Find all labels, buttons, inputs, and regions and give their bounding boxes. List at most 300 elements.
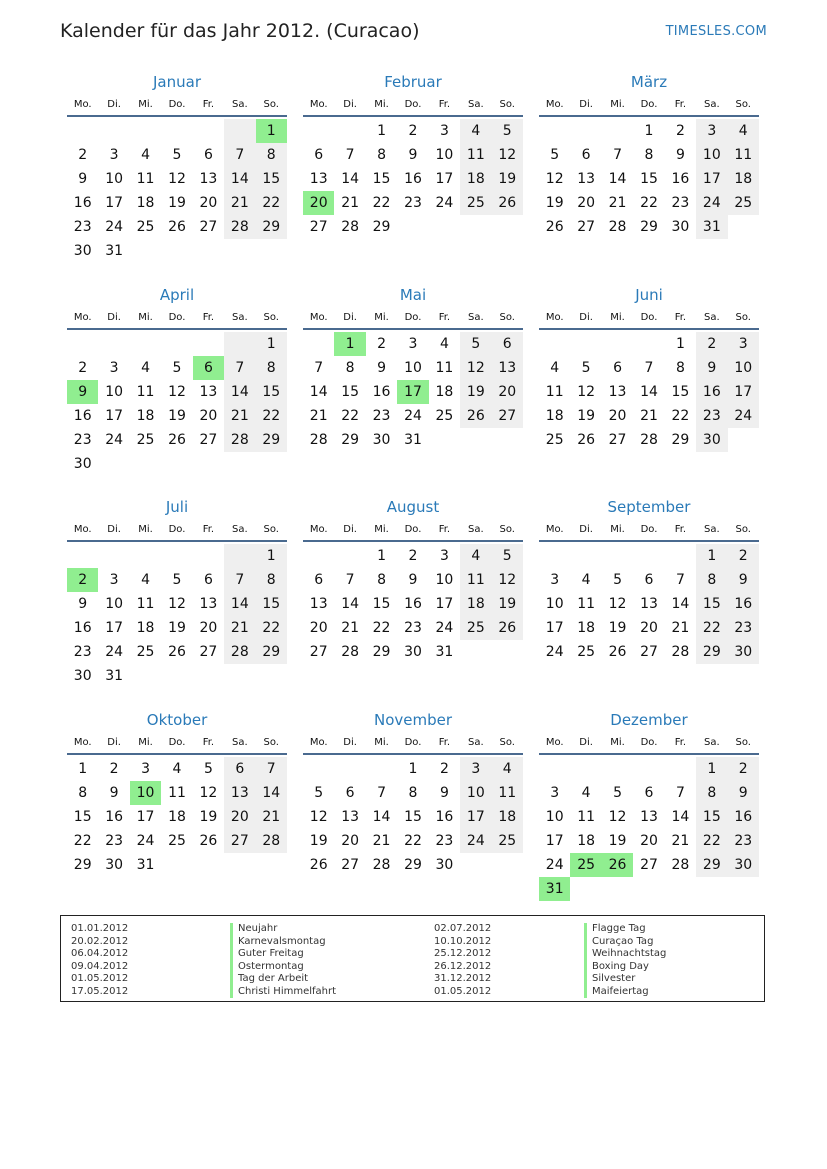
day-cell: 9 bbox=[109, 785, 119, 801]
week-row bbox=[539, 428, 759, 452]
day-cell: 21 bbox=[341, 195, 360, 211]
day-cell: 23 bbox=[105, 833, 124, 849]
day-cell: 7 bbox=[314, 360, 324, 376]
empty-day-cell bbox=[98, 544, 129, 568]
holiday-name: Christi Himmelfahrt bbox=[230, 986, 336, 999]
weekday-label: Mo. bbox=[545, 524, 564, 535]
day-cell: 24 bbox=[545, 857, 564, 873]
weekday-label: Di. bbox=[579, 524, 593, 535]
week-row bbox=[303, 781, 523, 805]
weekday-label: Fr. bbox=[674, 524, 687, 535]
day-cell: 19 bbox=[608, 620, 627, 636]
day-cell: 4 bbox=[492, 757, 523, 781]
week-row bbox=[539, 616, 759, 640]
weekday-label: Di. bbox=[343, 312, 357, 323]
empty-day-cell bbox=[492, 428, 523, 452]
weekday-label: Mi. bbox=[610, 312, 625, 323]
page-title: Kalender für das Jahr 2012. (Curacao) bbox=[60, 20, 420, 42]
day-cell: 30 bbox=[671, 219, 690, 235]
weekday-label: Di. bbox=[107, 524, 121, 535]
day-cell: 25 bbox=[570, 853, 601, 877]
empty-day-cell bbox=[224, 664, 255, 688]
empty-day-cell bbox=[161, 239, 192, 263]
month-name: Mai bbox=[399, 286, 427, 304]
day-cell: 18 bbox=[435, 384, 454, 400]
day-cell: 25 bbox=[136, 219, 155, 235]
empty-day-cell bbox=[256, 853, 287, 877]
empty-day-cell bbox=[492, 853, 523, 877]
day-cell: 8 bbox=[256, 143, 287, 167]
weekday-label: Do. bbox=[168, 99, 186, 110]
day-cell: 1 bbox=[675, 336, 685, 352]
day-cell: 28 bbox=[608, 219, 627, 235]
week-row bbox=[303, 356, 523, 380]
day-cell: 9 bbox=[728, 781, 759, 805]
weekday-label: Mo. bbox=[545, 312, 564, 323]
day-cell: 3 bbox=[141, 761, 151, 777]
day-cell: 19 bbox=[492, 167, 523, 191]
week-row bbox=[67, 592, 287, 616]
day-cell: 5 bbox=[314, 785, 324, 801]
day-cell: 18 bbox=[577, 620, 596, 636]
month-3 bbox=[539, 73, 759, 239]
weekday-label: Mo. bbox=[309, 737, 328, 748]
day-cell: 7 bbox=[224, 143, 255, 167]
holiday-names-col-1 bbox=[230, 923, 336, 998]
day-cell: 19 bbox=[460, 380, 491, 404]
day-cell: 14 bbox=[671, 809, 690, 825]
weekday-label: Sa. bbox=[467, 312, 484, 323]
month-10 bbox=[67, 711, 287, 877]
weekday-header bbox=[539, 97, 759, 117]
day-cell: 6 bbox=[224, 757, 255, 781]
day-cell: 6 bbox=[314, 147, 324, 163]
empty-day-cell bbox=[193, 239, 224, 263]
month-name: Juli bbox=[165, 498, 189, 516]
day-cell: 7 bbox=[345, 572, 355, 588]
empty-day-cell bbox=[665, 757, 696, 781]
day-cell: 20 bbox=[199, 620, 218, 636]
day-cell: 4 bbox=[728, 119, 759, 143]
day-cell: 13 bbox=[608, 384, 627, 400]
day-cell: 4 bbox=[141, 572, 151, 588]
empty-day-cell bbox=[429, 215, 460, 239]
day-cell: 30 bbox=[73, 668, 92, 684]
day-cell: 29 bbox=[372, 644, 391, 660]
day-cell: 18 bbox=[460, 167, 491, 191]
day-cell: 3 bbox=[550, 572, 560, 588]
day-cell: 17 bbox=[545, 833, 564, 849]
weekday-label: Mi. bbox=[374, 99, 389, 110]
day-cell: 13 bbox=[309, 596, 328, 612]
week-row bbox=[67, 143, 287, 167]
empty-day-cell bbox=[366, 757, 397, 781]
day-cell: 17 bbox=[435, 596, 454, 612]
day-cell: 30 bbox=[73, 243, 92, 259]
day-cell: 26 bbox=[608, 644, 627, 660]
day-cell: 22 bbox=[372, 620, 391, 636]
weekday-label: Mi. bbox=[138, 737, 153, 748]
day-cell: 23 bbox=[671, 195, 690, 211]
day-cell: 29 bbox=[256, 640, 287, 664]
day-cell: 16 bbox=[696, 380, 727, 404]
day-cell: 23 bbox=[404, 620, 422, 636]
day-cell: 31 bbox=[435, 644, 454, 660]
week-row bbox=[67, 757, 287, 781]
day-cell: 10 bbox=[460, 781, 491, 805]
weekday-label: Sa. bbox=[703, 524, 720, 535]
empty-day-cell bbox=[224, 119, 255, 143]
day-cell: 25 bbox=[435, 408, 454, 424]
day-cell: 13 bbox=[640, 596, 658, 612]
day-cell: 26 bbox=[492, 191, 523, 215]
week-row bbox=[539, 640, 759, 664]
weekday-label: So. bbox=[263, 524, 279, 535]
day-cell: 8 bbox=[696, 781, 727, 805]
day-cell: 10 bbox=[130, 781, 161, 805]
weekday-label: Fr. bbox=[438, 737, 451, 748]
day-cell: 21 bbox=[224, 191, 255, 215]
empty-day-cell bbox=[728, 215, 759, 239]
weekday-label: Do. bbox=[168, 312, 186, 323]
day-cell: 18 bbox=[136, 620, 155, 636]
day-cell: 23 bbox=[73, 644, 92, 660]
empty-day-cell bbox=[224, 332, 255, 356]
day-cell: 14 bbox=[309, 384, 328, 400]
empty-day-cell bbox=[570, 877, 601, 901]
weekday-label: Di. bbox=[579, 99, 593, 110]
day-cell: 30 bbox=[372, 432, 391, 448]
day-cell: 26 bbox=[460, 404, 491, 428]
day-cell: 27 bbox=[577, 219, 596, 235]
day-cell: 29 bbox=[640, 219, 658, 235]
week-row bbox=[67, 781, 287, 805]
weekday-label: Di. bbox=[107, 312, 121, 323]
weekday-label: Sa. bbox=[231, 99, 248, 110]
day-cell: 29 bbox=[256, 215, 287, 239]
empty-day-cell bbox=[429, 428, 460, 452]
day-cell: 31 bbox=[539, 877, 570, 901]
day-cell: 4 bbox=[141, 360, 151, 376]
weekday-label: Mo. bbox=[309, 312, 328, 323]
day-cell: 15 bbox=[372, 596, 391, 612]
day-cell: 22 bbox=[640, 195, 658, 211]
day-cell: 13 bbox=[492, 356, 523, 380]
empty-day-cell bbox=[460, 215, 491, 239]
month-name: März bbox=[630, 73, 668, 91]
empty-day-cell bbox=[161, 853, 192, 877]
day-cell: 27 bbox=[199, 432, 218, 448]
day-cell: 29 bbox=[256, 428, 287, 452]
empty-day-cell bbox=[728, 877, 759, 901]
day-cell: 14 bbox=[341, 171, 360, 187]
day-cell: 11 bbox=[577, 596, 596, 612]
day-cell: 22 bbox=[671, 408, 690, 424]
day-cell: 5 bbox=[581, 360, 591, 376]
day-cell: 19 bbox=[577, 408, 596, 424]
day-cell: 28 bbox=[224, 640, 255, 664]
weekday-label: Sa. bbox=[467, 737, 484, 748]
day-cell: 23 bbox=[696, 404, 727, 428]
day-cell: 10 bbox=[404, 360, 422, 376]
day-cell: 7 bbox=[224, 356, 255, 380]
day-cell: 20 bbox=[577, 195, 596, 211]
day-cell: 4 bbox=[460, 544, 491, 568]
empty-day-cell bbox=[256, 239, 287, 263]
day-cell: 25 bbox=[728, 191, 759, 215]
weekday-label: So. bbox=[499, 99, 515, 110]
empty-day-cell bbox=[256, 664, 287, 688]
day-cell: 31 bbox=[404, 432, 422, 448]
day-cell: 26 bbox=[199, 833, 218, 849]
day-cell: 13 bbox=[199, 384, 218, 400]
day-cell: 11 bbox=[492, 781, 523, 805]
weekday-label: Do. bbox=[640, 524, 658, 535]
day-cell: 15 bbox=[404, 809, 422, 825]
day-cell: 10 bbox=[696, 143, 727, 167]
day-cell: 10 bbox=[545, 596, 564, 612]
weekday-label: Fr. bbox=[438, 99, 451, 110]
empty-day-cell bbox=[256, 452, 287, 476]
day-cell: 13 bbox=[199, 596, 218, 612]
day-cell: 8 bbox=[345, 360, 355, 376]
day-cell: 8 bbox=[675, 360, 685, 376]
day-cell: 9 bbox=[67, 380, 98, 404]
weekday-label: So. bbox=[499, 524, 515, 535]
empty-day-cell bbox=[224, 452, 255, 476]
day-cell: 28 bbox=[341, 644, 360, 660]
week-row bbox=[67, 616, 287, 640]
day-cell: 28 bbox=[640, 432, 658, 448]
day-cell: 24 bbox=[435, 195, 454, 211]
day-cell: 5 bbox=[492, 119, 523, 143]
month-name: August bbox=[386, 498, 440, 516]
day-cell: 2 bbox=[78, 147, 88, 163]
week-row bbox=[67, 356, 287, 380]
day-cell: 26 bbox=[168, 219, 186, 235]
holiday-date: 25.12.2012 bbox=[434, 948, 492, 959]
day-cell: 8 bbox=[78, 785, 88, 801]
day-cell: 30 bbox=[105, 857, 124, 873]
holiday-date: 17.05.2012 bbox=[71, 985, 129, 997]
weekday-label: Sa. bbox=[231, 737, 248, 748]
day-cell: 20 bbox=[199, 408, 218, 424]
empty-day-cell bbox=[193, 544, 224, 568]
weekday-label: Di. bbox=[579, 737, 593, 748]
day-cell: 6 bbox=[492, 332, 523, 356]
day-cell: 11 bbox=[136, 384, 155, 400]
weekday-label: Do. bbox=[640, 99, 658, 110]
day-cell: 27 bbox=[492, 404, 523, 428]
day-cell: 9 bbox=[439, 785, 449, 801]
day-cell: 22 bbox=[696, 616, 727, 640]
holiday-name: Neujahr bbox=[230, 923, 336, 936]
day-cell: 1 bbox=[256, 119, 287, 143]
weekday-label: So. bbox=[735, 737, 751, 748]
day-cell: 4 bbox=[581, 572, 591, 588]
day-cell: 11 bbox=[460, 143, 491, 167]
day-cell: 14 bbox=[224, 380, 255, 404]
empty-day-cell bbox=[460, 640, 491, 664]
week-row bbox=[303, 167, 523, 191]
day-cell: 16 bbox=[404, 596, 422, 612]
empty-day-cell bbox=[539, 544, 570, 568]
month-name: Februar bbox=[384, 73, 442, 91]
weekday-label: Do. bbox=[640, 737, 658, 748]
day-cell: 13 bbox=[224, 781, 255, 805]
week-row bbox=[67, 664, 287, 688]
day-cell: 19 bbox=[168, 195, 186, 211]
week-row bbox=[539, 191, 759, 215]
empty-day-cell bbox=[602, 877, 633, 901]
holiday-name: Tag der Arbeit bbox=[230, 973, 336, 986]
weekday-label: Do. bbox=[404, 312, 422, 323]
day-cell: 2 bbox=[377, 336, 387, 352]
holiday-name: Silvester bbox=[584, 973, 666, 986]
week-row bbox=[539, 167, 759, 191]
day-cell: 7 bbox=[345, 147, 355, 163]
day-cell: 1 bbox=[377, 548, 387, 564]
weekday-label: So. bbox=[263, 737, 279, 748]
day-cell: 17 bbox=[696, 167, 727, 191]
day-cell: 16 bbox=[728, 592, 759, 616]
day-cell: 27 bbox=[224, 829, 255, 853]
day-cell: 6 bbox=[203, 147, 213, 163]
empty-day-cell bbox=[602, 544, 633, 568]
empty-day-cell bbox=[193, 853, 224, 877]
day-cell: 27 bbox=[640, 857, 658, 873]
day-cell: 24 bbox=[136, 833, 155, 849]
day-cell: 19 bbox=[168, 620, 186, 636]
day-cell: 15 bbox=[696, 805, 727, 829]
day-cell: 4 bbox=[141, 147, 151, 163]
day-cell: 28 bbox=[224, 215, 255, 239]
day-cell: 18 bbox=[136, 195, 155, 211]
day-cell: 23 bbox=[73, 219, 92, 235]
empty-day-cell bbox=[633, 877, 664, 901]
day-cell: 22 bbox=[341, 408, 360, 424]
holiday-names-col-2 bbox=[584, 923, 666, 998]
weekday-header bbox=[67, 735, 287, 755]
day-cell: 21 bbox=[309, 408, 328, 424]
day-cell: 12 bbox=[545, 171, 564, 187]
week-row bbox=[303, 119, 523, 143]
day-cell: 26 bbox=[168, 644, 186, 660]
day-cell: 17 bbox=[105, 195, 124, 211]
weekday-header bbox=[67, 522, 287, 542]
day-cell: 24 bbox=[460, 829, 491, 853]
day-cell: 6 bbox=[581, 147, 591, 163]
day-cell: 2 bbox=[78, 360, 88, 376]
day-cell: 10 bbox=[728, 356, 759, 380]
weekday-label: So. bbox=[499, 737, 515, 748]
empty-day-cell bbox=[665, 877, 696, 901]
week-row bbox=[303, 191, 523, 215]
empty-day-cell bbox=[130, 452, 161, 476]
day-cell: 2 bbox=[439, 761, 449, 777]
day-cell: 2 bbox=[67, 568, 98, 592]
week-row bbox=[303, 640, 523, 664]
day-cell: 6 bbox=[345, 785, 355, 801]
empty-day-cell bbox=[224, 853, 255, 877]
weekday-label: Do. bbox=[404, 524, 422, 535]
day-cell: 21 bbox=[671, 833, 690, 849]
weekday-label: So. bbox=[263, 312, 279, 323]
day-cell: 25 bbox=[492, 829, 523, 853]
holiday-date: 26.12.2012 bbox=[434, 960, 492, 972]
empty-day-cell bbox=[130, 332, 161, 356]
day-cell: 29 bbox=[404, 857, 422, 873]
weekday-label: Fr. bbox=[438, 312, 451, 323]
day-cell: 5 bbox=[203, 761, 213, 777]
day-cell: 15 bbox=[341, 384, 360, 400]
holiday-date: 10.10.2012 bbox=[434, 935, 492, 947]
day-cell: 6 bbox=[193, 356, 224, 380]
week-row bbox=[67, 853, 287, 877]
day-cell: 15 bbox=[671, 384, 690, 400]
week-row bbox=[303, 404, 523, 428]
weekday-label: Do. bbox=[168, 737, 186, 748]
weekday-label: Mo. bbox=[73, 737, 92, 748]
brand-link[interactable]: TIMESLES.COM bbox=[665, 24, 767, 39]
day-cell: 9 bbox=[408, 147, 418, 163]
day-cell: 14 bbox=[640, 384, 658, 400]
day-cell: 24 bbox=[728, 404, 759, 428]
empty-day-cell bbox=[460, 428, 491, 452]
day-cell: 9 bbox=[728, 568, 759, 592]
week-row bbox=[303, 805, 523, 829]
weekday-label: Fr. bbox=[438, 524, 451, 535]
holiday-date: 02.07.2012 bbox=[434, 923, 492, 934]
weekday-label: Mi. bbox=[374, 737, 389, 748]
weekday-label: Fr. bbox=[202, 524, 215, 535]
day-cell: 26 bbox=[309, 857, 328, 873]
week-row bbox=[303, 616, 523, 640]
day-cell: 23 bbox=[728, 616, 759, 640]
holiday-list bbox=[60, 915, 765, 1002]
day-cell: 25 bbox=[577, 644, 596, 660]
day-cell: 7 bbox=[256, 757, 287, 781]
day-cell: 30 bbox=[404, 644, 422, 660]
holiday-name: Weihnachtstag bbox=[584, 948, 666, 961]
day-cell: 5 bbox=[550, 147, 560, 163]
day-cell: 13 bbox=[341, 809, 360, 825]
weekday-label: Mi. bbox=[610, 99, 625, 110]
day-cell: 24 bbox=[105, 219, 124, 235]
month-name: April bbox=[159, 286, 195, 304]
weekday-header bbox=[303, 735, 523, 755]
day-cell: 8 bbox=[408, 785, 418, 801]
day-cell: 12 bbox=[309, 809, 328, 825]
day-cell: 29 bbox=[341, 432, 360, 448]
week-row bbox=[539, 592, 759, 616]
day-cell: 16 bbox=[435, 809, 454, 825]
day-cell: 4 bbox=[550, 360, 560, 376]
day-cell: 25 bbox=[545, 432, 564, 448]
day-cell: 31 bbox=[136, 857, 155, 873]
weekday-label: Mi. bbox=[610, 524, 625, 535]
week-row bbox=[303, 428, 523, 452]
holiday-name: Guter Freitag bbox=[230, 948, 336, 961]
day-cell: 24 bbox=[435, 620, 454, 636]
weekday-label: Fr. bbox=[674, 312, 687, 323]
day-cell: 29 bbox=[696, 640, 727, 664]
day-cell: 26 bbox=[168, 432, 186, 448]
empty-day-cell bbox=[633, 757, 664, 781]
day-cell: 27 bbox=[341, 857, 360, 873]
day-cell: 10 bbox=[105, 596, 124, 612]
month-name: Juni bbox=[635, 286, 663, 304]
